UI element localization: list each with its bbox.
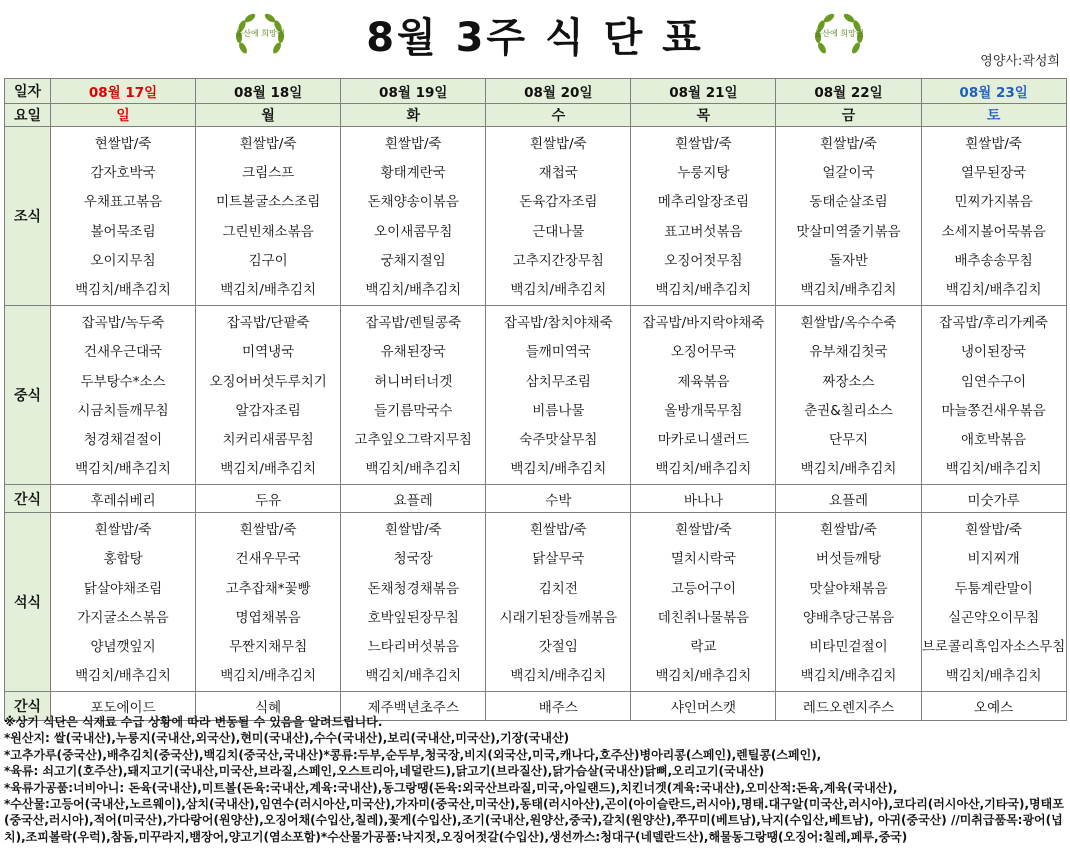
menu-item: 닭살야채조림 <box>83 580 163 597</box>
menu-item: 양념깻잎지 <box>90 639 156 655</box>
snack2-cell: 샤인머스캣 <box>631 692 776 721</box>
menu-item: 김치전 <box>538 580 578 597</box>
menu-item: 흰쌀밥/죽 <box>384 522 442 539</box>
menu-item: 백김치/배추김치 <box>510 668 607 685</box>
menu-item: 허니버터너겟 <box>374 373 453 390</box>
row-label-lunch: 중식 <box>5 306 51 485</box>
menu-item: 흰쌀밥/죽 <box>965 522 1022 539</box>
lunch-cell <box>776 306 921 485</box>
menu-item: 백김치/배추김치 <box>655 281 752 298</box>
date-cell: 08월 18일 <box>196 79 341 104</box>
menu-item: 갓절임 <box>538 639 578 655</box>
menu-item: 메추리알장조림 <box>657 194 750 211</box>
menu-item: 춘권&칠리소스 <box>804 402 893 419</box>
menu-item: 시래기된장들깨볶음 <box>499 609 618 626</box>
menu-item: 흰쌀밥/죽 <box>675 522 732 539</box>
menu-item: 유채된장국 <box>380 344 446 361</box>
snack1-cell: 후레쉬베리 <box>51 485 196 513</box>
page-header <box>0 0 1070 76</box>
lunch-row <box>5 306 1067 485</box>
menu-item: 무짠지채무침 <box>229 639 308 655</box>
snack1-row <box>5 485 1067 513</box>
menu-item: 흰쌀밥/죽 <box>384 136 442 152</box>
menu-item: 백김치/배추김치 <box>75 461 171 478</box>
menu-item: 백김치/배추김치 <box>365 461 462 478</box>
snack1-cell: 미숫가루 <box>921 485 1066 513</box>
svg-text:불산에 희망텐: 불산에 희망텐 <box>814 29 864 38</box>
menu-item: 잡곡밥/녹두죽 <box>81 315 165 332</box>
menu-item: 미역냉국 <box>242 344 295 361</box>
menu-item: 버섯들깨탕 <box>815 551 882 568</box>
menu-item: 흰쌀밥/죽 <box>675 136 732 152</box>
row-label-weekday: 요일 <box>5 104 51 127</box>
nutritionist-name: 영양사:곽성희 <box>980 54 1060 69</box>
weekday-cell: 일 <box>51 104 196 127</box>
menu-item: 흰쌀밥/죽 <box>820 522 877 539</box>
menu-item: 흰쌀밥/죽 <box>529 522 587 539</box>
menu-item: 두툼계란말이 <box>954 580 1033 597</box>
snack1-cell: 바나나 <box>631 485 776 513</box>
menu-item: 잡곡밥/참치야채죽 <box>503 315 613 332</box>
menu-item: 닭살무국 <box>532 551 585 568</box>
lunch-cell <box>486 306 631 485</box>
menu-item: 백김치/배추김치 <box>800 668 897 685</box>
menu-item: 흰쌀밥/죽 <box>820 136 877 152</box>
menu-item: 냉이된장국 <box>961 344 1027 361</box>
menu-item: 흰쌀밥/죽 <box>94 522 152 539</box>
menu-item: 우채표고볶음 <box>83 194 163 211</box>
menu-item: 시금치들깨무침 <box>77 402 169 419</box>
menu-item: 비지찌개 <box>967 551 1020 568</box>
snack2-cell: 레드오렌지주스 <box>776 692 921 721</box>
date-cell: 08월 20일 <box>486 79 631 104</box>
row-label-dinner: 석식 <box>5 513 51 692</box>
date-cell: 08월 21일 <box>631 79 776 104</box>
snack2-cell: 배주스 <box>486 692 631 721</box>
lunch-cell <box>51 306 196 485</box>
row-label-date: 일자 <box>5 79 51 104</box>
menu-item: 가지굴소스볶음 <box>77 609 169 626</box>
menu-item: 명엽채볶음 <box>235 609 301 626</box>
lunch-cell <box>196 306 341 485</box>
menu-item: 근대나물 <box>532 223 585 240</box>
menu-item: 백김치/배추김치 <box>655 461 752 478</box>
menu-item: 임연수구이 <box>961 373 1027 390</box>
menu-item: 오징어젓무침 <box>664 252 743 269</box>
menu-item: 돈채양송이볶음 <box>367 194 459 211</box>
menu-item: 비름나물 <box>532 402 585 419</box>
menu-item: 얼갈이국 <box>822 165 875 182</box>
note-line: ※상기 식단은 식재료 수급 상황에 따라 변동될 수 있음을 알려드립니다. <box>4 715 383 729</box>
menu-item: 김구이 <box>248 252 288 269</box>
menu-item: 백김치/배추김치 <box>800 461 897 478</box>
menu-item: 민찌가지볶음 <box>954 194 1033 211</box>
menu-item: 백김치/배추김치 <box>510 461 607 478</box>
date-cell: 08월 23일 <box>921 79 1066 104</box>
menu-item: 단무지 <box>828 431 869 448</box>
menu-item: 숙주맛살무침 <box>519 431 598 448</box>
menu-item: 흰쌀밥/죽 <box>239 522 297 539</box>
menu-item: 마카로니샐러드 <box>657 431 750 448</box>
breakfast-row <box>5 127 1067 306</box>
menu-item: 크림스프 <box>242 165 295 182</box>
dinner-cell <box>196 513 341 692</box>
menu-item: 브로콜리흑임자소스무침 <box>921 639 1066 655</box>
date-cell: 08월 22일 <box>776 79 921 104</box>
breakfast-cell <box>486 127 631 306</box>
menu-item: 오징어무국 <box>670 344 737 361</box>
menu-item: 데친취나물볶음 <box>657 609 750 626</box>
snack2-cell: 식혜 <box>196 692 341 721</box>
menu-item: 백김치/배추김치 <box>220 461 317 478</box>
note-line: *원산지: 쌀(국내산),누룽지(국내산,외국산),현미(국내산),수수(국내산),보리(국내산,미국산),기장(국내산) <box>4 731 570 746</box>
menu-item: 오이새콤무침 <box>374 223 453 240</box>
menu-item: 오징어버섯두루치기 <box>209 373 327 390</box>
breakfast-cell <box>631 127 776 306</box>
menu-item: 건새우근대국 <box>83 344 163 361</box>
menu-item: 치커리새콤무침 <box>222 431 314 448</box>
lunch-cell <box>631 306 776 485</box>
menu-item: 백김치/배추김치 <box>945 281 1042 298</box>
menu-item: 고추지간장무침 <box>512 252 604 269</box>
menu-item: 잡곡밥/바지락야채죽 <box>642 315 765 332</box>
menu-item: 누룽지탕 <box>677 165 730 182</box>
snack2-cell: 제주백년초주스 <box>341 692 486 721</box>
menu-item: 고추잎오그락지무침 <box>354 431 472 448</box>
date-row <box>5 79 1067 104</box>
menu-item: 고추잡채*꽃빵 <box>225 580 311 597</box>
menu-item: 돈채청경채볶음 <box>367 580 459 597</box>
menu-item: 흰쌀밥/죽 <box>239 136 297 152</box>
menu-item: 궁채지절임 <box>380 252 446 269</box>
menu-item: 잡곡밥/단팥죽 <box>226 315 310 332</box>
menu-item: 돌자반 <box>828 252 869 269</box>
menu-item: 배추송송무침 <box>954 252 1033 269</box>
note-line: *수산물:고등어(국내산,노르웨이),삼치(국내산),임연수(러시아산,미국산),가자미(중국산,미국산),동태(러시아산),곤이(아이슬란드,러시아),명태.대구알(미국산,러시아),코다리(러시아산,기타국),명태포(중국산,러시아),적어(미국산),가다랑어(원양산),오징어채(수입산,칠레),꽃게(수입산),조기(국내산,원양산,중국),갈치(원양산),쭈꾸미(베트남),낙지(수입산,베트남), 아귀(중국산) //미취급품목:광어(넙치),조피볼락(우럭),참돔,미꾸라지,뱀장어,양고기(염소포함)*수산물가공품:낙지젓,오징어젓갈(수입산),생선까스:청대구(네델란드산),해물동그랑땡(오징어:칠레,페루,중국) <box>4 797 1064 844</box>
meal-table <box>4 78 1067 721</box>
row-label-snack2: 간식 <box>5 692 51 721</box>
svg-text:불산에 희망텐: 불산에 희망텐 <box>235 29 285 38</box>
menu-item: 제육볶음 <box>677 373 730 390</box>
snack1-cell: 수박 <box>486 485 631 513</box>
menu-item: 동태순살조림 <box>809 194 888 211</box>
menu-item: 오이지무침 <box>90 252 156 269</box>
menu-item: 현쌀밥/죽 <box>94 136 152 152</box>
breakfast-cell <box>776 127 921 306</box>
snack2-cell: 오예스 <box>921 692 1066 721</box>
menu-item: 감자호박국 <box>90 165 156 182</box>
lunch-cell <box>921 306 1066 485</box>
snack1-cell: 요플레 <box>776 485 921 513</box>
menu-item: 백김치/배추김치 <box>365 281 462 298</box>
menu-item: 올방개묵무침 <box>664 402 743 419</box>
menu-item: 마늘쫑건새우볶음 <box>941 402 1046 419</box>
menu-item: 애호박볶음 <box>961 431 1027 448</box>
date-cell: 08월 19일 <box>341 79 486 104</box>
breakfast-cell <box>196 127 341 306</box>
weekday-cell: 수 <box>486 104 631 127</box>
wreath-logo-icon <box>812 10 866 64</box>
menu-item: 들깨미역국 <box>525 344 591 361</box>
dinner-row <box>5 513 1067 692</box>
menu-item: 들기름막국수 <box>374 402 453 419</box>
menu-item: 비타민겉절이 <box>809 639 888 655</box>
menu-item: 청국장 <box>393 551 433 568</box>
menu-item: 백김치/배추김치 <box>800 281 897 298</box>
menu-item: 알감자조림 <box>235 402 301 419</box>
date-cell: 08월 17일 <box>51 79 196 104</box>
menu-item: 소세지볼어묵볶음 <box>941 223 1046 240</box>
breakfast-cell <box>921 127 1066 306</box>
menu-item: 맛살미역줄기볶음 <box>796 223 901 240</box>
menu-item: 백김치/배추김치 <box>945 668 1042 685</box>
menu-item: 백김치/배추김치 <box>365 668 462 685</box>
notes-section <box>4 714 1066 845</box>
breakfast-cell <box>341 127 486 306</box>
note-line: *육류가공품:너비아니: 돈육(국내산),미트볼(돈육:국내산,계육:국내산),동그랑땡(돈육:외국산브라질,미국,아일랜드),치킨너겟(계육:국내산),오미산적:돈육,계육(국내산), <box>4 780 898 795</box>
menu-item: 청경채겉절이 <box>83 431 163 448</box>
menu-item: 백김치/배추김치 <box>945 461 1042 478</box>
weekday-cell: 화 <box>341 104 486 127</box>
note-line: *고추가루(중국산),배추김치(중국산),백김치(중국산,국내산)*콩류:두부,순두부,청국장,비지(외국산,미국,캐나다,호주산)병아리콩(스페인),렌틸콩(스페인), <box>4 747 822 762</box>
menu-item: 고등어구이 <box>670 580 737 597</box>
breakfast-cell <box>51 127 196 306</box>
dinner-cell <box>486 513 631 692</box>
menu-item: 백김치/배추김치 <box>75 668 171 685</box>
menu-item: 백김치/배추김치 <box>220 668 317 685</box>
menu-item: 실곤약오이무침 <box>947 609 1040 626</box>
menu-item: 백김치/배추김치 <box>510 281 607 298</box>
dinner-cell <box>341 513 486 692</box>
row-label-snack1: 간식 <box>5 485 51 513</box>
menu-item: 흰쌀밥/죽 <box>965 136 1022 152</box>
menu-item: 잡곡밥/렌틸콩죽 <box>365 315 462 332</box>
menu-item: 열무된장국 <box>961 165 1027 182</box>
menu-item: 백김치/배추김치 <box>220 281 317 298</box>
note-line: *육류: 쇠고기(호주산),돼지고기(국내산,미국산,브라질,스페인,오스트리아,네덜란드),닭고기(브라질산),닭가슴살(국내산)닭뼈,오리고기(국내산) <box>4 764 765 779</box>
menu-item: 홍합탕 <box>103 551 143 568</box>
menu-item: 황태계란국 <box>380 165 446 182</box>
menu-item: 미트볼굴소스조림 <box>215 194 321 211</box>
dinner-cell <box>631 513 776 692</box>
snack1-cell: 요플레 <box>341 485 486 513</box>
dinner-cell <box>51 513 196 692</box>
weekday-row <box>5 104 1067 127</box>
menu-item: 호박잎된장무침 <box>367 609 459 626</box>
menu-item: 양배추당근볶음 <box>802 609 895 626</box>
menu-item: 맛살야채볶음 <box>809 580 888 597</box>
weekday-cell: 금 <box>776 104 921 127</box>
menu-item: 그린빈채소볶음 <box>222 223 314 240</box>
menu-item: 흰쌀밥/죽 <box>529 136 587 152</box>
menu-item: 삼치무조림 <box>525 373 591 390</box>
snack2-cell: 포도에이드 <box>51 692 196 721</box>
menu-item: 볼어묵조림 <box>90 223 156 240</box>
menu-item: 유부채김칫국 <box>809 344 888 361</box>
dinner-cell <box>921 513 1066 692</box>
menu-item: 느타리버섯볶음 <box>367 639 459 655</box>
weekday-cell: 목 <box>631 104 776 127</box>
weekday-cell: 토 <box>921 104 1066 127</box>
weekday-cell: 월 <box>196 104 341 127</box>
menu-item: 백김치/배추김치 <box>655 668 752 685</box>
row-label-breakfast: 조식 <box>5 127 51 306</box>
menu-item: 돈육감자조림 <box>519 194 598 211</box>
menu-item: 두부탕수*소스 <box>80 373 166 390</box>
menu-item: 흰쌀밥/옥수수죽 <box>800 315 897 332</box>
menu-item: 잡곡밥/후리가케죽 <box>939 315 1049 332</box>
menu-item: 멸치시락국 <box>670 551 737 568</box>
menu-item: 건새우무국 <box>235 551 301 568</box>
menu-item: 짜장소스 <box>822 373 875 390</box>
menu-item: 표고버섯볶음 <box>664 223 743 240</box>
menu-item: 재첩국 <box>538 165 578 182</box>
dinner-cell <box>776 513 921 692</box>
snack1-cell: 두유 <box>196 485 341 513</box>
menu-item: 백김치/배추김치 <box>75 281 171 298</box>
lunch-cell <box>341 306 486 485</box>
page-title: 8월 3주 식 단 표 <box>366 15 704 61</box>
menu-item: 락교 <box>690 639 717 655</box>
